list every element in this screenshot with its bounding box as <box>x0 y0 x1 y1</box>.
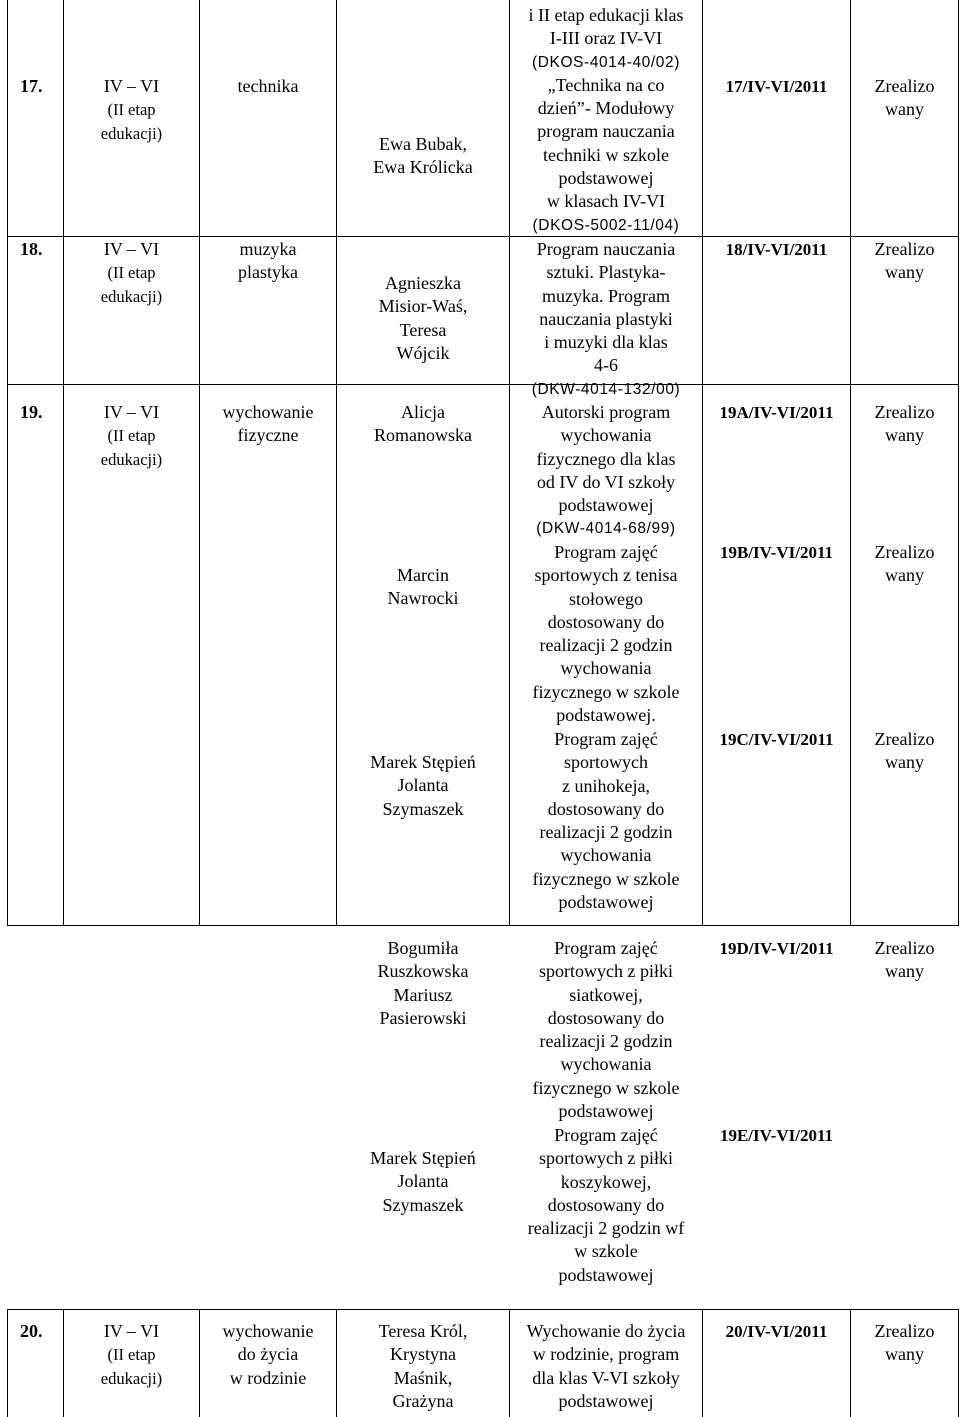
status <box>851 937 958 984</box>
authors <box>337 133 509 180</box>
program-line: dostosowany do <box>547 611 665 632</box>
program-line: (DKOS-4014-40/02) <box>531 53 681 71</box>
status-line: Zrealizo <box>874 542 935 562</box>
program-line: podstawowej <box>558 1264 654 1285</box>
program-line: w szkole <box>574 1241 638 1262</box>
status-line: wany <box>885 99 924 120</box>
program-line: Program zajęć <box>554 542 658 562</box>
status-line: Zrealizo <box>874 729 935 749</box>
program-line: 4-6 <box>594 355 618 376</box>
class-levels <box>64 238 199 308</box>
program-line: fizycznego w szkole <box>532 868 680 889</box>
subject-line: wychowanie <box>222 402 314 422</box>
status-line: wany <box>885 752 924 773</box>
class-levels-line: (II etap <box>107 426 156 446</box>
registration-code: 17/IV-VI/2011 <box>725 77 828 96</box>
program-line: wychowania <box>560 845 652 866</box>
author-line: Marek Stępień <box>370 1148 476 1168</box>
status-line: Zrealizo <box>874 76 935 96</box>
class-levels-line: edukacji) <box>100 123 163 143</box>
row-number: 19. <box>20 402 43 422</box>
status <box>851 401 958 448</box>
author-line: Teresa Król, <box>378 1321 468 1341</box>
program-line: dostosowany do <box>547 1194 665 1215</box>
subject <box>200 238 336 285</box>
program-line: program nauczania <box>537 121 675 142</box>
author-line: Nawrocki <box>387 588 459 609</box>
subject-line: plastyka <box>238 262 298 283</box>
program-line: realizacji 2 godzin <box>539 1031 673 1052</box>
row-number: 18. <box>20 239 43 259</box>
status <box>851 728 958 775</box>
author-line: Marek Stępień <box>370 752 476 772</box>
row-divider <box>7 925 959 926</box>
program-line: z unihokeja, <box>562 775 650 796</box>
program-line: fizycznego dla klas <box>536 448 676 469</box>
class-levels <box>64 1320 199 1390</box>
authors <box>337 751 509 821</box>
authors <box>337 401 509 448</box>
program-line: nauczania plastyki <box>539 308 673 329</box>
program-line: sportowych <box>564 752 648 773</box>
author-line: Grażyna <box>392 1390 454 1411</box>
author-line: Maśnik, <box>393 1367 453 1388</box>
author-line: Krystyna <box>390 1344 456 1365</box>
registration-code: 19A/IV-VI/2011 <box>719 403 834 422</box>
program-line: od IV do VI szkoły <box>536 471 676 492</box>
program-description <box>510 541 702 727</box>
subject-line: wychowanie <box>222 1321 314 1341</box>
program-line: w rodzinie, program <box>532 1344 680 1365</box>
author-line: Teresa <box>399 319 447 340</box>
author-line: Pasierowski <box>379 1007 467 1028</box>
class-levels-line: IV – VI <box>103 239 160 259</box>
row-divider <box>7 236 959 237</box>
program-line: sportowych z piłki <box>539 1148 673 1169</box>
status-line: Zrealizo <box>874 1321 935 1341</box>
program-line: (DKW-4014-68/99) <box>536 520 676 538</box>
row-divider <box>7 1309 959 1310</box>
class-levels-line: (II etap <box>107 263 156 283</box>
program-description <box>510 1124 702 1287</box>
program-line: „Technika na co <box>547 74 665 95</box>
subject-line: fizyczne <box>237 425 299 446</box>
subject-line: w rodzinie <box>229 1367 307 1388</box>
class-levels-line: edukacji) <box>100 1368 163 1388</box>
status-line: Zrealizo <box>874 239 935 259</box>
program-line: realizacji 2 godzin <box>539 822 673 843</box>
program-line: podstawowej <box>558 168 654 189</box>
program-line: podstawowej <box>558 1390 654 1411</box>
author-line: Mariusz <box>393 984 453 1005</box>
program-description <box>510 1320 702 1413</box>
program-line: siatkowej, <box>569 984 643 1005</box>
subject-line: do życia <box>237 1344 299 1365</box>
program-line: dla klas V-VI szkoły <box>532 1367 680 1388</box>
program-line: Program zajęć <box>554 729 658 749</box>
program-line: Program zajęć <box>554 938 658 958</box>
row-number: 17. <box>20 76 43 96</box>
author-line: Wójcik <box>396 342 450 363</box>
registration-code: 19C/IV-VI/2011 <box>719 730 834 749</box>
registration-code: 19E/IV-VI/2011 <box>719 1126 834 1145</box>
status <box>851 75 958 122</box>
row-divider <box>7 384 959 385</box>
program-line: muzyka. Program <box>542 285 670 306</box>
authors <box>337 1147 509 1217</box>
program-line: podstawowej <box>558 1101 654 1122</box>
program-line: (DKOS-5002-11/04) <box>532 216 680 234</box>
program-line: Autorski program <box>541 402 671 422</box>
author-line: Bogumiła <box>387 938 459 958</box>
class-levels-line: (II etap <box>107 1345 156 1365</box>
status-line: Zrealizo <box>874 938 935 958</box>
row-number: 20. <box>20 1321 43 1341</box>
subject <box>200 401 336 448</box>
program-line: realizacji 2 godzin wf <box>527 1218 685 1239</box>
author-line: Szymaszek <box>382 798 464 819</box>
table-border-left <box>7 0 8 925</box>
author-line: Ewa Bubak, <box>379 134 467 154</box>
program-line: sportowych z tenisa <box>534 565 678 586</box>
class-levels-line: IV – VI <box>103 76 160 96</box>
author-line: Ruszkowska <box>377 961 469 982</box>
authors <box>337 937 509 1030</box>
column-divider <box>850 0 851 925</box>
program-line: Program zajęć <box>554 1125 658 1145</box>
status-line: wany <box>885 262 924 283</box>
author-line: Alicja <box>401 402 445 422</box>
status <box>851 1320 958 1367</box>
authors <box>337 564 509 611</box>
program-description <box>510 937 702 1123</box>
program-line: sportowych z piłki <box>539 961 673 982</box>
column-divider <box>199 0 200 925</box>
status-line: wany <box>885 425 924 446</box>
column-divider <box>702 0 703 925</box>
table-border-right <box>958 1309 959 1417</box>
program-line: podstawowej. <box>556 705 656 726</box>
subject <box>200 1320 336 1390</box>
status-line: wany <box>885 565 924 586</box>
program-line: sztuki. Plastyka- <box>546 262 666 283</box>
program-line: i II etap edukacji klas <box>528 5 684 25</box>
class-levels-line: IV – VI <box>103 1321 160 1341</box>
program-description <box>510 4 702 237</box>
registration-code: 20/IV-VI/2011 <box>725 1322 828 1341</box>
program-description <box>510 401 702 541</box>
program-line: koszykowej, <box>560 1171 652 1192</box>
class-levels <box>64 75 199 145</box>
program-line: fizycznego w szkole <box>532 1077 680 1098</box>
class-levels-line: edukacji) <box>100 286 163 306</box>
status-line: wany <box>885 1344 924 1365</box>
program-line: fizycznego w szkole <box>532 681 680 702</box>
program-line: (DKW-4014-132/00) <box>531 380 681 398</box>
author-line: Misior-Waś, <box>378 296 468 317</box>
authors <box>337 272 509 365</box>
author-line: Szymaszek <box>382 1194 464 1215</box>
registration-code: 18/IV-VI/2011 <box>725 240 828 259</box>
program-line: Wychowanie do życia <box>526 1321 686 1341</box>
subject-line: muzyka <box>239 239 297 259</box>
class-levels-line: (II etap <box>107 100 156 120</box>
status <box>851 541 958 588</box>
subject-line: technika <box>237 76 299 96</box>
subject <box>200 75 336 98</box>
program-line: techniki w szkole <box>543 144 669 165</box>
program-line: podstawowej <box>558 892 654 913</box>
program-description <box>510 238 702 401</box>
program-line: dostosowany do <box>547 1007 665 1028</box>
program-line: dostosowany do <box>547 798 665 819</box>
table-border-right <box>958 0 959 925</box>
program-line: dzień”- Modułowy <box>537 98 675 119</box>
registration-code: 19B/IV-VI/2011 <box>719 543 834 562</box>
author-line: Jolanta <box>397 775 449 796</box>
program-line: wychowania <box>560 658 652 679</box>
program-line: I-III oraz IV-VI <box>549 28 663 49</box>
program-line: podstawowej <box>558 495 654 516</box>
status <box>851 238 958 285</box>
program-line: w klasach IV-VI <box>546 191 666 212</box>
author-line: Agnieszka <box>385 273 461 293</box>
registration-code: 19D/IV-VI/2011 <box>719 939 834 958</box>
class-levels-line: edukacji) <box>100 449 163 469</box>
status-line: Zrealizo <box>874 402 935 422</box>
program-line: realizacji 2 godzin <box>539 635 673 656</box>
program-line: stołowego <box>569 588 643 609</box>
class-levels-line: IV – VI <box>103 402 160 422</box>
author-line: Marcin <box>397 565 449 585</box>
author-line: Romanowska <box>374 425 472 446</box>
program-line: wychowania <box>560 1054 652 1075</box>
author-line: Jolanta <box>397 1171 449 1192</box>
class-levels <box>64 401 199 471</box>
status-line: wany <box>885 961 924 982</box>
author-line: Ewa Królicka <box>373 157 473 178</box>
authors <box>337 1320 509 1413</box>
table-border-left <box>7 1309 8 1417</box>
program-line: Program nauczania <box>536 239 676 259</box>
program-line: i muzyki dla klas <box>544 332 668 353</box>
program-line: wychowania <box>560 425 652 446</box>
program-description <box>510 728 702 914</box>
